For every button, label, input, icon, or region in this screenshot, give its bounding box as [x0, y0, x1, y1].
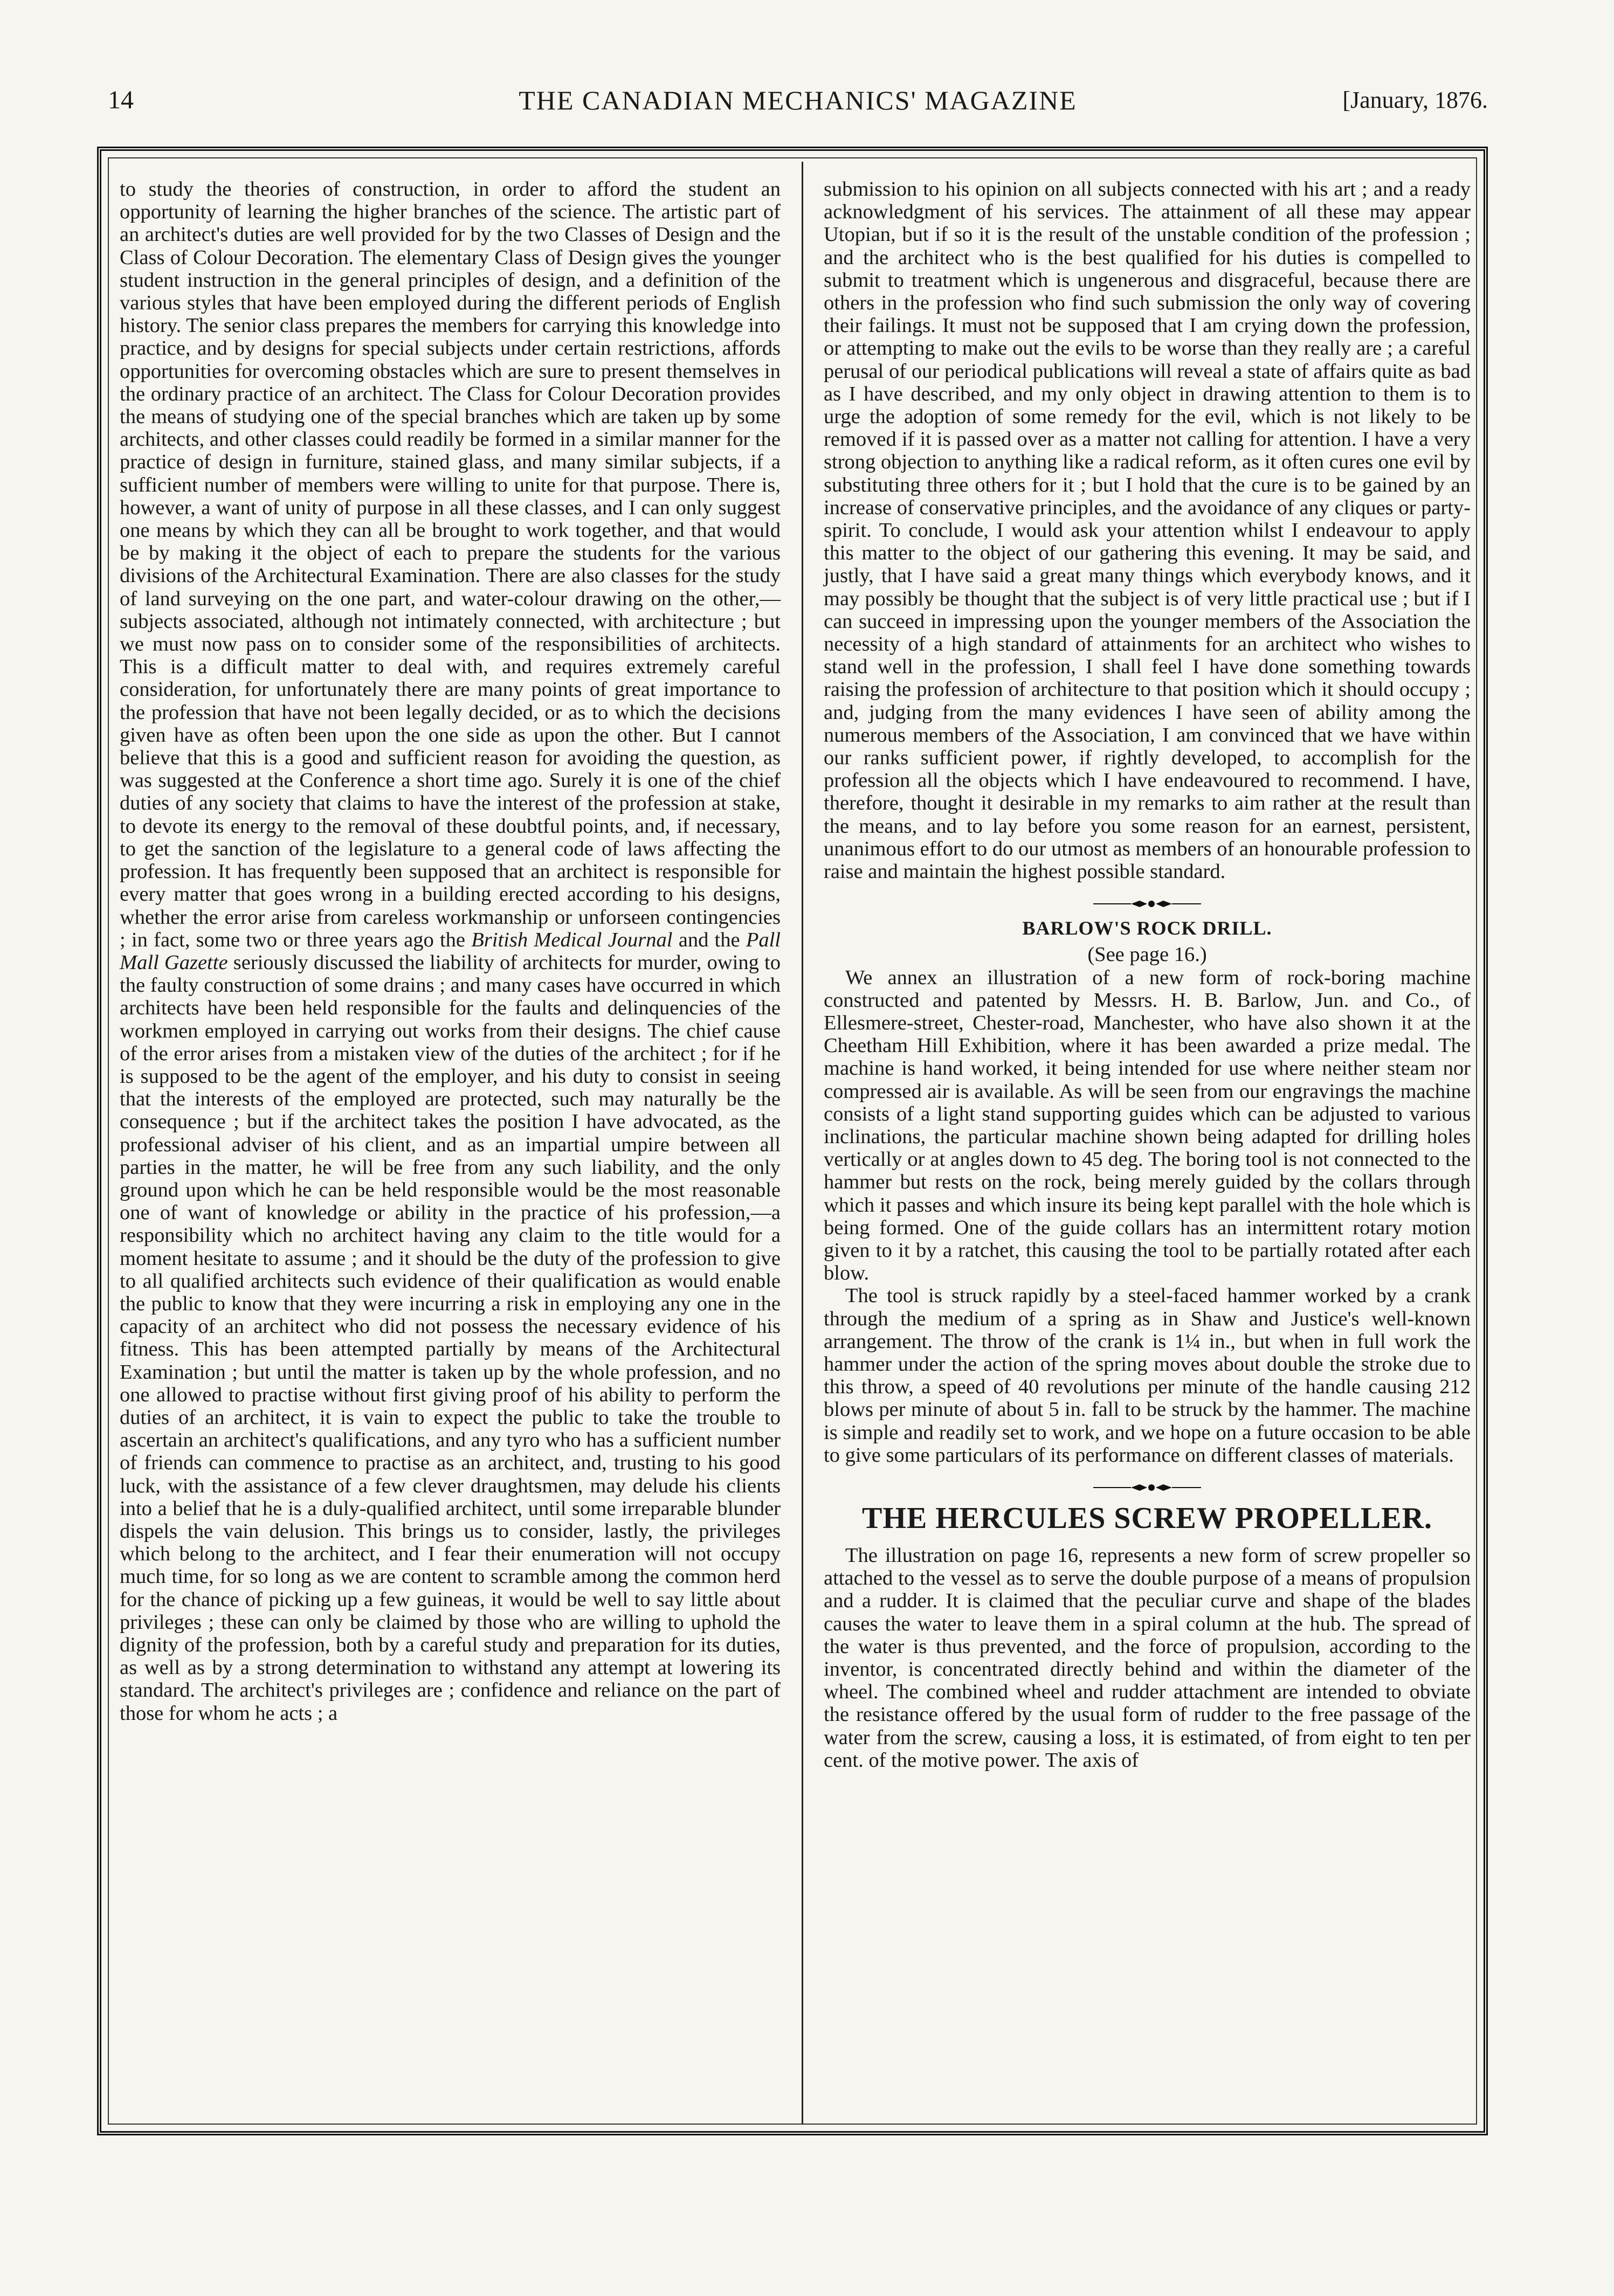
- left-column-paragraph: [120, 178, 781, 1725]
- column-rule: [802, 162, 803, 2124]
- running-title: THE CANADIAN MECHANICS' MAGAZINE: [519, 85, 1077, 115]
- ornament-divider: [824, 893, 1471, 909]
- page-number: 14: [108, 86, 134, 114]
- barlow-paragraph: We annex an illustration of a new form of rock-boring machine constructed and patented by Messrs. H. B. Barlow, Jun. and Co., of Ellesmere-street, Chester-road, Manchester, who have also shown it at the Cheetham Hill Exhibition, where it has been awarded a prize medal. The machine is hand worked, it being intended for use where neither steam nor compressed air is available. As will be seen from our engravings the machine consists of a light stand supporting guides which can be adjusted to various inclinations, the particular machine shown being adapted for drilling holes vertically or at angles down to 45 deg. The boring tool is not connected to the hammer but rests on the rock, being merely guided by the collars through which it passes and which insure its being kept parallel with the hole which is being formed. One of the guide collars has an intermittent rotary motion given to it by a ratchet, this causing the tool to be partially rotated after each blow.: [824, 966, 1471, 1285]
- hercules-paragraph: The illustration on page 16, represents a new form of screw propeller so attached to the vessel as to serve the double purpose of a means of propulsion and a rudder. It is claimed that the peculiar curve and shape of the blades causes the water to leave them in a spiral column at the hub. The spread of the water is thus prevented, and the force of propulsion, according to the inventor, is concentrated directly behind and within the diameter of the wheel. The combined wheel and rudder attachment are intended to obviate the resistance offered by the usual form of rudder to the free passage of the water from the screw, causing a loss, it is estimated, of from eight to ten per cent. of the motive power. The axis of: [824, 1544, 1471, 1772]
- see-page-reference: (See page 16.): [1087, 943, 1207, 966]
- journal-title: Pall Mall Gazette: [120, 928, 781, 974]
- left-column: [120, 178, 781, 1725]
- paragraph-text: and the: [672, 928, 746, 951]
- paragraph-text: seriously discussed the liability of architects for murder, owing to the faulty construction of some drains ; and many cases have occurred in which architects have been held responsible for the faults and delinquencies of the workmen employed in carrying out works from their designs. The chief cause of the error arises from a mistaken view of the duties of the architect ; for if he is supposed to be the agent of the employer, and his duty to consist in seeing that the interests of the employed are protected, such may naturally be the consequence ; but if the architect takes the position I have advocated, as the professional adviser of his client, and as an impartial umpire between all parties in the matter, he will be free from any such liability, and the only ground upon which he can be held responsible would be the most reasonable one of want of knowledge or ability in the practice of his profession,—a responsibility which no architect having any claim to the title would for a moment hesitate to assume ; and it should be the duty of the profession to give to all qualified architects such evidence of their qualification as would enable the public to know that they were incurring a risk in employing any one in the capacity of an architect who did not possess the necessary evidence of his fitness. This has been attempted partially by means of the Architectural Examination ; but until the matter is taken up by the whole profession, and no one allowed to practise without first giving proof of his ability to perform the duties of an architect, it is vain to expect the public to take the trouble to ascertain an architect's qualifications, and any tyro who has a sufficient number of friends can commence to practise as an architect, and, trusting to his good luck, with the assistance of a few clever draughtsmen, may delude his clients into a belief that he is a duly-qualified architect, until some irreparable blunder dispels the vain delusion. This brings us to consider, lastly, the privileges which belong to the architect, and I fear their enumeration will not occupy much time, for so long as we are content to scramble among the common herd for the chance of picking up a few guineas, it would be well to say little about privileges ; these can only be claimed by those who are willing to uphold the dignity of the profession, both by a careful study and preparation for its duties, as well as by a strong determination to withstand any attempt at lowering its standard. The architect's privileges are ; confidence and reliance on the part of those for whom he acts ; a: [120, 951, 781, 1725]
- page-header: [108, 84, 1488, 133]
- ornament-icon: [1088, 897, 1206, 910]
- journal-title: British Medical Journal: [471, 928, 673, 951]
- article-title-hercules: THE HERCULES SCREW PROPELLER.: [862, 1501, 1432, 1535]
- right-column-paragraph: submission to his opinion on all subjects connected with his art ; and a ready acknowledgment of his services. The attainment of all these may appear Utopian, but if so it is the result of the unstable condition of the profession ; and the architect who is the best qualified for his duties is compelled to submit to treatment which is ungenerous and disgraceful, because there are others in the profession who find such submission the only way of covering their failings. It must not be supposed that I am crying down the profession, or attempting to make out the evils to be worse than they really are ; a careful perusal of our periodical publications will reveal a state of affairs quite as bad as I have described, and my only object in drawing attention to them is to urge the adoption of some remedy for the evil, which is not likely to be removed if it is passed over as a matter not calling for attention. I have a very strong objection to anything like a radical reform, as it often cures one evil by substituting three others for it ; but I hold that the cure is to be gained by an increase of conservative principles, and the avoidance of any cliques or party-spirit. To conclude, I would ask your attention whilst I endeavour to apply this matter to the object of our gathering this evening. It may be said, and justly, that I have said a great many things which everybody knows, and it may possibly be thought that the subject is of very little practical use ; but if I can succeed in impressing upon the younger members of the Association the necessity of a high standard of attainments for an architect who wishes to stand well in the profession, I shall feel I have done something towards raising the profession of architecture to that position which it should occupy ; and, judging from the many evidences I have seen of ability among the numerous members of the Association, I am convinced that we have within our ranks sufficient power, if rightly developed, to accomplish for the profession all the objects which I have endeavoured to recommend. I have, therefore, thought it desirable in my remarks to aim rather at the result than the means, and to lay before you some reason for an earnest, persistent, unanimous effort to do our utmost as members of an honourable profession to raise and maintain the highest possible standard.: [824, 178, 1471, 883]
- barlow-paragraph: The tool is struck rapidly by a steel-faced hammer worked by a crank through the medium of a spring as in Shaw and Justice's well-known arrangement. The throw of the crank is 1¼ in., but when in full work the hammer under the action of the spring moves about double the stroke due to this throw, a speed of 40 revolutions per minute of the handle causing 212 blows per minute of about 5 in. fall to be struck by the hammer. The machine is simple and readily set to work, and we hope on a future occasion to be able to give some particulars of its performance on different classes of materials.: [824, 1284, 1471, 1467]
- right-column: [824, 178, 1471, 1772]
- ornament-divider: [824, 1476, 1471, 1492]
- ornament-icon: [1088, 1481, 1206, 1494]
- issue-date: [January, 1876.: [1342, 87, 1488, 113]
- paragraph-text: to study the theories of construction, in order to afford the student an opportunity of learning the higher branches of the science. The artistic part of an architect's duties are well provided for by the two Classes of Design and the Class of Colour Decoration. The elementary Class of Design gives the younger student instruction in the general principles of design, and a definition of the various styles that have been employed during the different periods of English history. The senior class prepares the members for carrying this knowledge into practice, and by designs for special subjects under certain restrictions, affords opportunities for overcoming obstacles which are sure to present themselves in the ordinary practice of an architect. The Class for Colour Decoration provides the means of studying one of the special branches which are taken up by some architects, and other classes could readily be formed in a similar manner for the practice of design in furniture, stained glass, and many similar subjects, if a sufficient number of members were willing to unite for that purpose. There is, however, a want of unity of purpose in all these classes, and I can only suggest one means by which they can all be brought to work together, and that would be by making it the object of each to prepare the students for the various divisions of the Architectural Examination. There are also classes for the study of land surveying on the one part, and water-colour drawing on the other,—subjects associated, although not intimately connected, with architecture ; but we must now pass on to consider some of the responsibilities of architects. This is a difficult matter to deal with, and requires extremely careful consideration, for unfortunately there are many points of great importance to the profession that have not been legally decided, or as to which the decisions given have as often been upon the one side as upon the other. But I cannot believe that this is a good and sufficient reason for avoiding the question, as was suggested at the Conference a short time ago. Surely it is one of the chief duties of any society that claims to have the interest of the profession at stake, to devote its energy to the removal of these doubtful points, and, if necessary, to get the sanction of the legislature to a general code of laws affecting the profession. It has frequently been supposed that an architect is responsible for every matter that goes wrong in a building erected according to his designs, whether the error arise from careless workmanship or unforseen contingencies ; in fact, some two or three years ago the: [120, 178, 781, 951]
- article-title-barlow: BARLOW'S ROCK DRILL.: [1022, 917, 1272, 939]
